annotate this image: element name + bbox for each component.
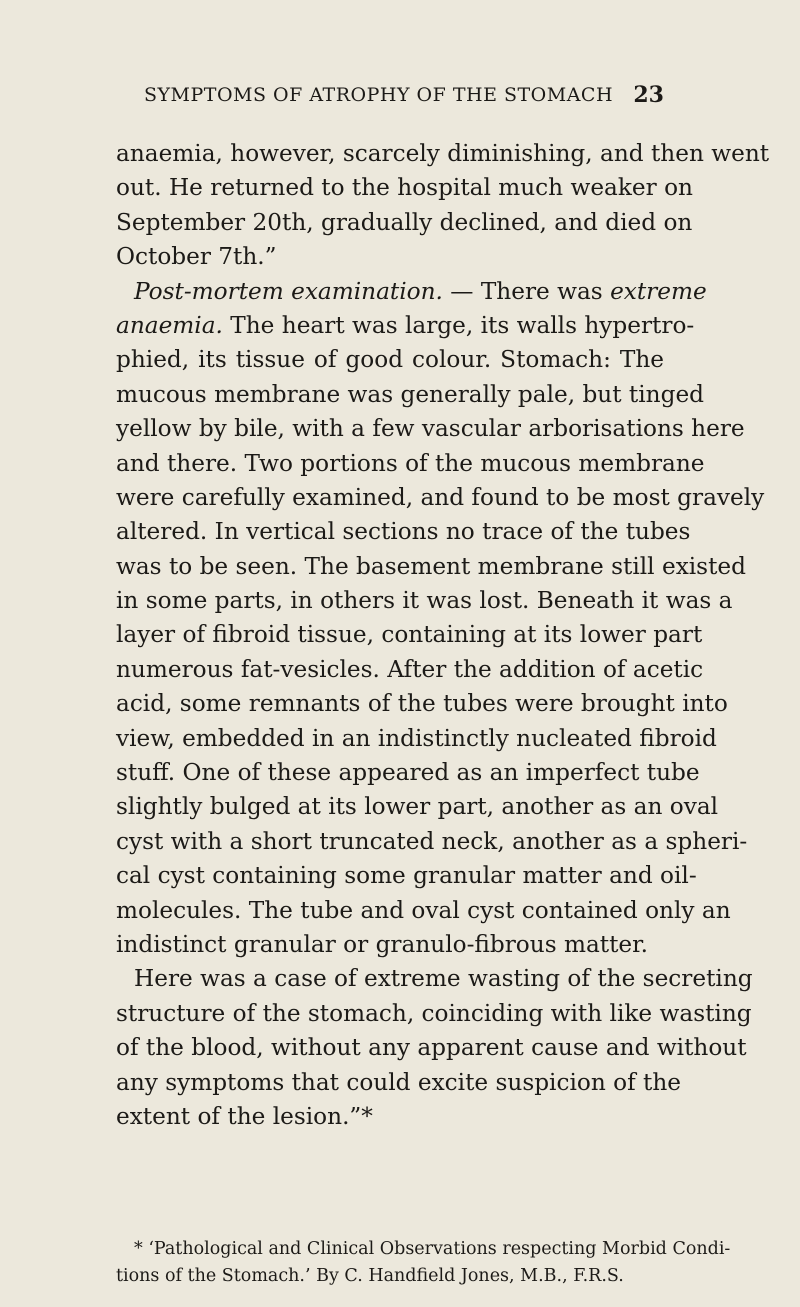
anaemia-line bbox=[116, 309, 695, 343]
page-number: 23 bbox=[633, 82, 664, 108]
text-line: cal cyst containing some granular matter and oil- bbox=[116, 862, 697, 890]
footnote bbox=[116, 1236, 731, 1290]
text-line: October 7th.” bbox=[116, 243, 277, 271]
extreme-italic: extreme bbox=[610, 277, 707, 305]
text-line: any symptoms that could excite suspicion of the bbox=[116, 1068, 682, 1096]
text-line: Here was a case of extreme wasting of the secreting bbox=[134, 965, 753, 993]
text-line: of the blood, without any apparent cause and without bbox=[116, 1034, 747, 1062]
text-line: anaemia, however, scarcely diminishing, and then went bbox=[116, 140, 770, 167]
text-line: September 20th, gradually declined, and died on bbox=[116, 208, 693, 236]
running-title: SYMPTOMS OF ATROPHY OF THE STOMACH bbox=[144, 84, 614, 106]
text-line: view, embedded in an indistinctly nucleated fibroid bbox=[116, 724, 717, 752]
text-line: stuff. One of these appeared as an imperfect tube bbox=[116, 759, 700, 787]
text-line: was to be seen. The basement membrane still existed bbox=[116, 552, 746, 580]
postmortem-heading: Post-mortem examination. bbox=[134, 277, 443, 305]
anaemia-italic: anaemia. bbox=[116, 311, 223, 339]
text-line: numerous fat-vesicles. After the addition of acetic bbox=[116, 655, 704, 683]
text-line: cyst with a short truncated neck, another as a spheri- bbox=[116, 827, 748, 855]
text-line: out. He returned to the hospital much weaker on bbox=[116, 174, 693, 202]
text-line: layer of fibroid tissue, containing at its lower part bbox=[116, 621, 703, 649]
text-line: yellow by bile, with a few vascular arborisations here bbox=[116, 415, 745, 443]
text-line: structure of the stomach, coinciding with like wasting bbox=[116, 999, 752, 1027]
text-line: altered. In vertical sections no trace of the tubes bbox=[116, 518, 691, 546]
text-line: slightly bulged at its lower part, another as an oval bbox=[116, 793, 719, 821]
text-line: mucous membrane was generally pale, but tinged bbox=[116, 380, 705, 408]
text-line: molecules. The tube and oval cyst contained only an bbox=[116, 896, 731, 924]
footnote-line: * ‘Pathological and Clinical Observations respecting Morbid Condi- bbox=[134, 1239, 731, 1259]
text-line: and there. Two portions of the mucous membrane bbox=[116, 449, 705, 477]
footnote-line: tions of the Stomach.’ By C. Handfield Jones, M.B., F.R.S. bbox=[116, 1266, 624, 1286]
body-text bbox=[116, 137, 770, 1134]
postmortem-line bbox=[116, 275, 707, 309]
text-line: phied, its tissue of good colour. Stomach: The bbox=[116, 346, 664, 374]
postmortem-text: — There was bbox=[442, 277, 611, 305]
anaemia-text: The heart was large, its walls hypertro- bbox=[222, 311, 695, 339]
text-line: in some parts, in others it was lost. Beneath it was a bbox=[116, 587, 733, 615]
text-line: indistinct granular or granulo-fibrous matter. bbox=[116, 930, 649, 958]
running-head bbox=[116, 82, 664, 114]
text-line: acid, some remnants of the tubes were brought into bbox=[116, 690, 728, 718]
text-line: were carefully examined, and found to be most gravely bbox=[116, 483, 765, 511]
text-line: extent of the lesion.”* bbox=[116, 1102, 373, 1130]
